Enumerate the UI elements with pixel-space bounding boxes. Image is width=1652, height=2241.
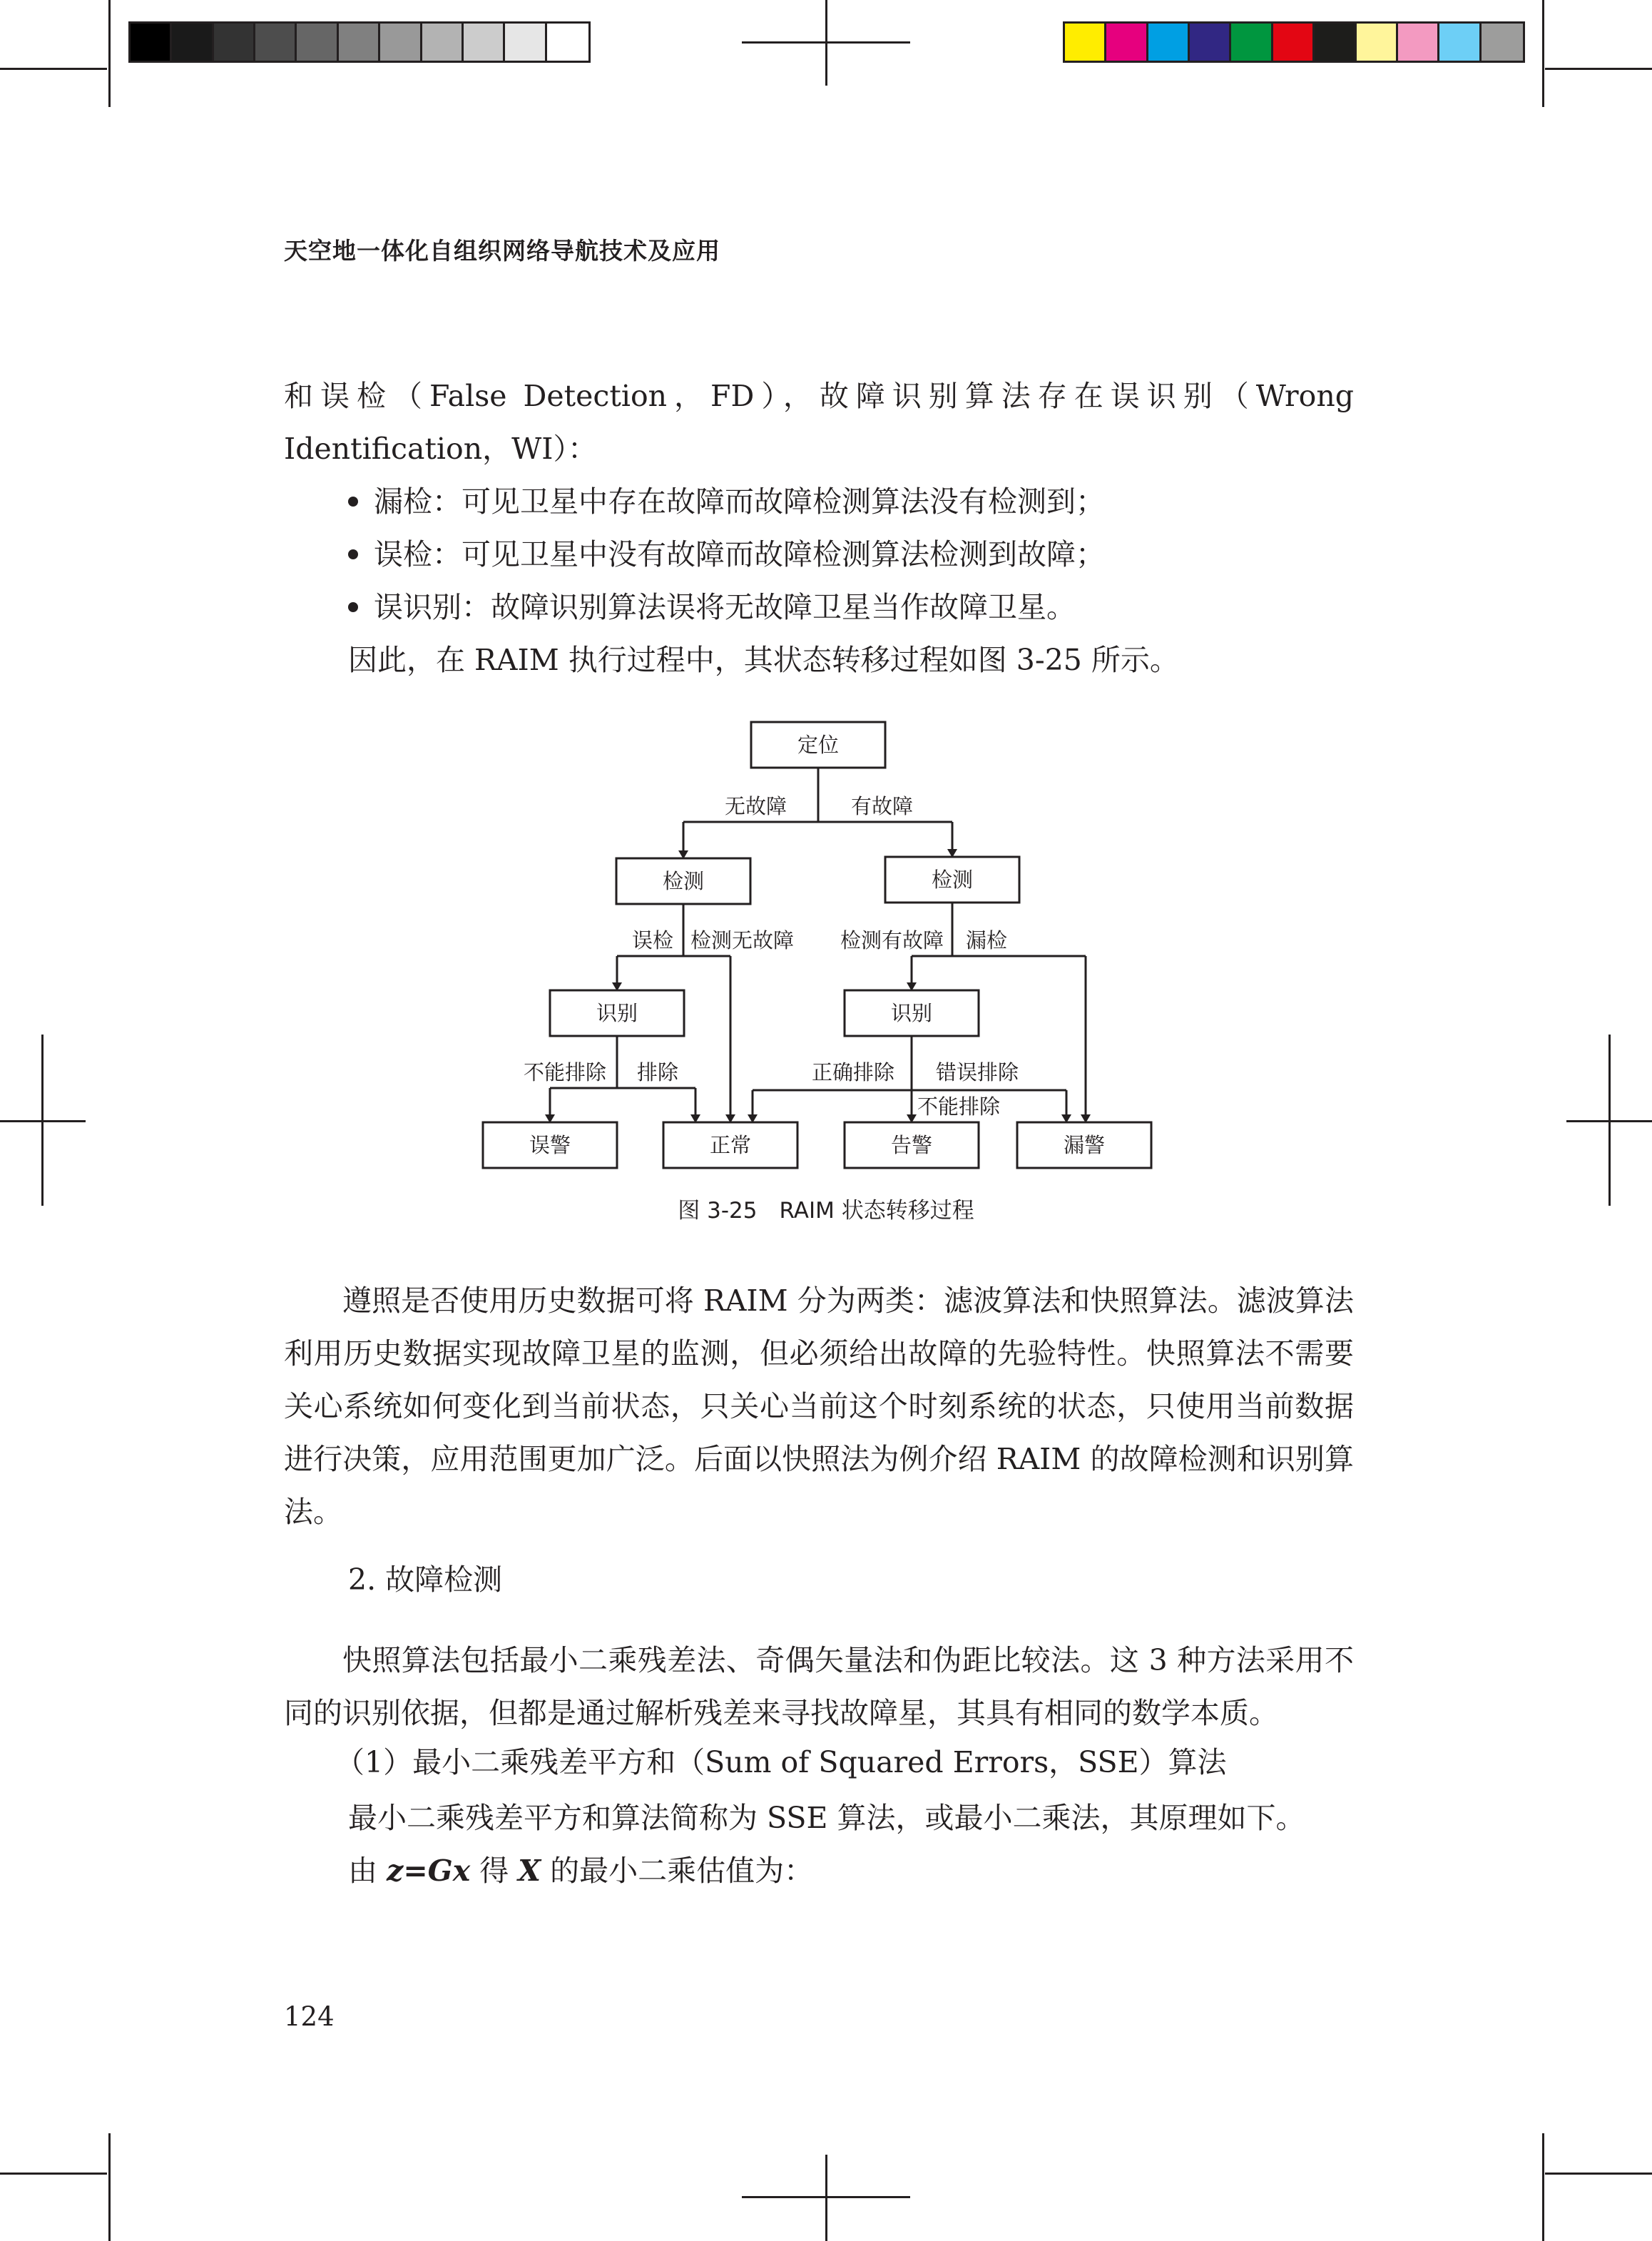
variable-x: X xyxy=(518,1854,541,1888)
bullet-text: 漏检：可见卫星中存在故障而故障检测算法没有检测到； xyxy=(374,484,1105,519)
methods-paragraph: 快照算法包括最小二乘残差法、奇偶矢量法和伪距比较法。这 3 种方法采用不同的识别依据，但都是通过解析残差来寻找故障星，其具有相同的数学本质。 xyxy=(284,1643,1354,1730)
node-locate-label: 定位 xyxy=(797,733,840,757)
running-head: 天空地一体化自组织网络导航技术及应用 xyxy=(284,237,720,265)
snapshot-paragraph: 遵照是否使用历史数据可将 RAIM 分为两类：滤波算法和快照算法。滤波算法利用历史数据实现故障卫星的监测，但必须给出故障的先验特性。快照算法不需要关心系统如何变化到当前状态，只关心当前这个时刻系统的状态，只使用当前数据进行决策，应用范围更加广泛。后面以快照法为例介绍 RAIM 的故障检测和识别算法。 xyxy=(284,1284,1354,1529)
estimate-suffix: 的最小二乘估值为： xyxy=(541,1854,814,1888)
node-detect-right-label: 检测 xyxy=(931,868,974,892)
node-normal-label: 正常 xyxy=(709,1133,752,1157)
estimate-middle: 得 xyxy=(470,1854,519,1888)
intro-paragraph: 和误检（False Detection，FD），故障识别算法存在误识别（Wrong Identification，WI）： xyxy=(284,379,1354,466)
edge-label-false-detect: 误检 xyxy=(631,928,673,952)
edge-label-has-fault: 有故障 xyxy=(851,794,914,818)
node-detect-left-label: 检测 xyxy=(662,869,705,893)
edge-label-missed-detect: 漏检 xyxy=(966,928,1008,952)
figure-caption: 图 3-25 RAIM 状态转移过程 xyxy=(678,1198,974,1224)
bullet-text: 误检：可见卫星中没有故障而故障检测算法检测到故障； xyxy=(374,537,1105,571)
edge-label-exclude: 排除 xyxy=(637,1060,679,1084)
edge-label-cannot-exclude-left: 不能排除 xyxy=(523,1060,606,1084)
transition-line: 因此，在 RAIM 执行过程中，其状态转移过程如图 3-25 所示。 xyxy=(348,643,1179,677)
edge-label-cannot-exclude-right: 不能排除 xyxy=(917,1094,1001,1119)
edge-label-detect-has-fault: 检测有故障 xyxy=(840,928,944,952)
edge-label-correct-exclude: 正确排除 xyxy=(811,1060,894,1084)
node-identify-right-label: 识别 xyxy=(890,1001,933,1025)
node-alarm-label: 告警 xyxy=(890,1133,933,1157)
edge-label-detect-no-fault: 检测无故障 xyxy=(690,928,795,952)
bullet-text: 误识别：故障识别算法误将无故障卫星当作故障卫星。 xyxy=(374,590,1076,624)
edge-label-wrong-exclude: 错误排除 xyxy=(936,1060,1019,1084)
estimate-line xyxy=(348,1847,813,1889)
equation-z-gx: z=Gx xyxy=(387,1854,471,1888)
subsection-heading: （1）最小二乘残差平方和（Sum of Squared Errors，SSE）算法 xyxy=(335,1745,1227,1779)
node-missed-alarm-label: 漏警 xyxy=(1063,1133,1106,1157)
node-false-alarm-label: 误警 xyxy=(529,1133,571,1157)
section-heading: 2. 故障检测 xyxy=(348,1562,503,1597)
edge-identify-right-stem xyxy=(753,1036,1066,1090)
estimate-prefix: 由 xyxy=(348,1854,387,1888)
node-identify-left-label: 识别 xyxy=(596,1001,638,1025)
edge-label-no-fault: 无故障 xyxy=(724,794,787,818)
page-number: 124 xyxy=(284,2001,335,2032)
sse-line: 最小二乘残差平方和算法简称为 SSE 算法，或最小二乘法，其原理如下。 xyxy=(348,1801,1305,1835)
